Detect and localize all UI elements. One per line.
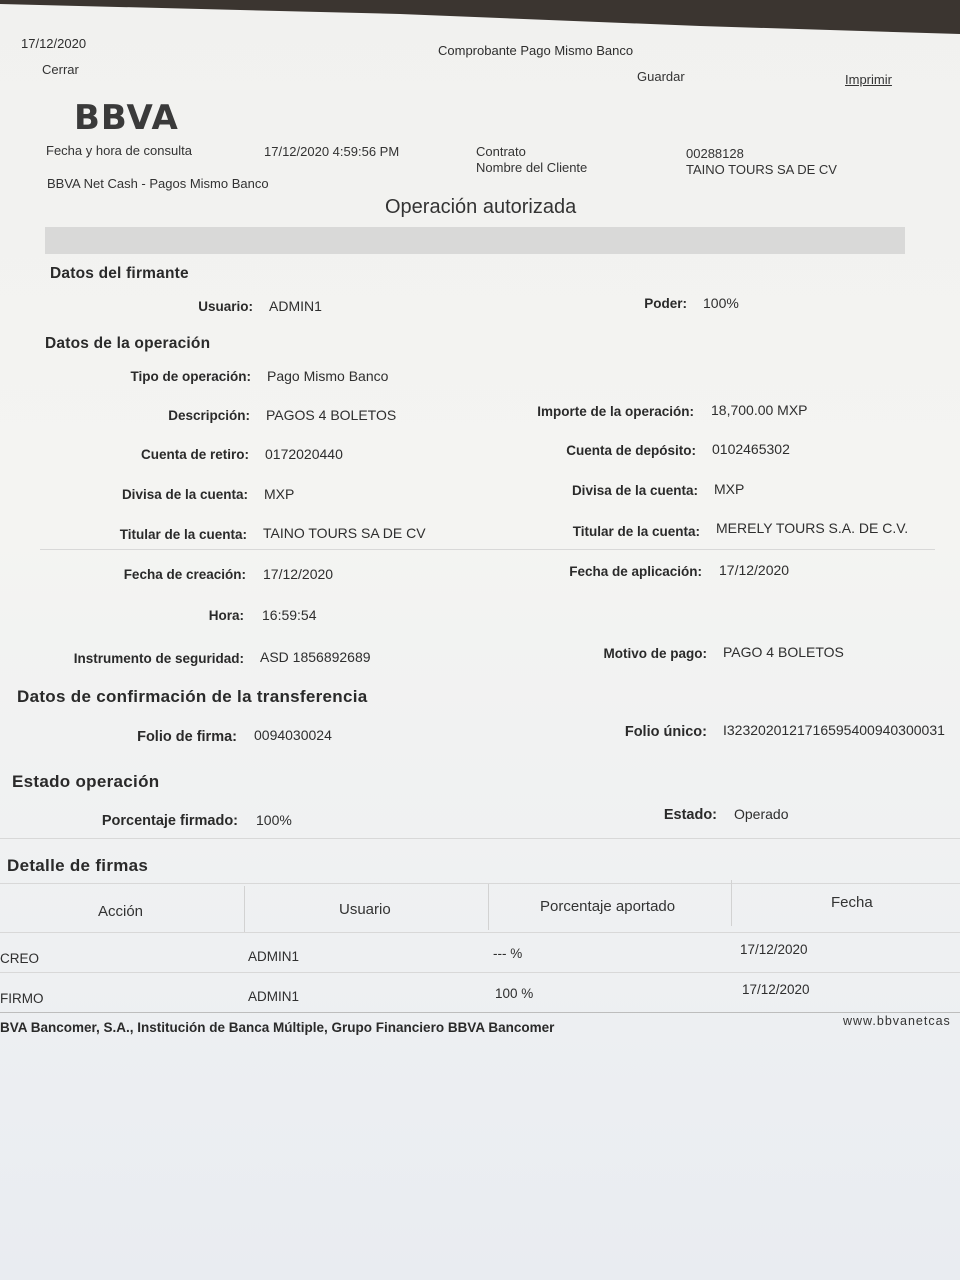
table-column-divider xyxy=(488,884,489,930)
power-value: 100% xyxy=(703,295,739,311)
operation-type-value: Pago Mismo Banco xyxy=(267,368,389,384)
table-row-border xyxy=(0,972,960,973)
user-value: ADMIN1 xyxy=(269,298,322,314)
contract-label: Contrato xyxy=(476,144,526,159)
holder-right-value: MERELY TOURS S.A. DE C.V. xyxy=(716,520,909,536)
application-date-label: Fecha de aplicación: xyxy=(569,564,702,579)
time-value: 16:59:54 xyxy=(262,607,317,623)
withdrawal-account-label: Cuenta de retiro: xyxy=(140,447,249,462)
section-operation-title: Datos de la operación xyxy=(45,335,211,352)
query-date-label: Fecha y hora de consulta xyxy=(46,143,192,158)
time-label: Hora: xyxy=(208,608,244,623)
deposit-account-label: Cuenta de depósito: xyxy=(566,443,696,458)
description-label: Descripción: xyxy=(168,408,250,423)
query-date-value: 17/12/2020 4:59:56 PM xyxy=(264,144,400,159)
table-header-percentage: Porcentaje aportado xyxy=(540,898,676,915)
table-header-action: Acción xyxy=(98,903,144,920)
holder-left-label: Titular de la cuenta: xyxy=(119,527,247,542)
status-value: Operado xyxy=(734,806,789,822)
section-signer-title: Datos del firmante xyxy=(50,265,189,282)
print-link[interactable]: Imprimir xyxy=(845,72,892,87)
creation-date-label: Fecha de creación: xyxy=(123,567,246,582)
footer-legal-text: BVA Bancomer, S.A., Institución de Banca Múltiple, Grupo Financiero BBVA Bancomer xyxy=(0,1020,555,1035)
row-date: 17/12/2020 xyxy=(742,982,810,997)
table-header-date: Fecha xyxy=(831,894,873,911)
section-confirmation-title: Datos de confirmación de la transferencia xyxy=(17,687,368,706)
status-label: Estado: xyxy=(663,807,717,823)
section-status-title: Estado operación xyxy=(12,772,160,791)
footer-url: www.bbvanetcas xyxy=(843,1014,951,1028)
section-signatures-title: Detalle de firmas xyxy=(7,856,149,875)
signature-folio-value: 0094030024 xyxy=(254,727,332,743)
signed-percentage-value: 100% xyxy=(256,812,292,828)
close-link[interactable]: Cerrar xyxy=(42,62,79,77)
section-divider xyxy=(0,838,960,839)
unique-folio-label: Folio único: xyxy=(624,724,707,740)
row-user: ADMIN1 xyxy=(248,949,300,964)
service-name: BBVA Net Cash - Pagos Mismo Banco xyxy=(47,176,269,191)
save-link[interactable]: Guardar xyxy=(637,69,685,84)
holder-right-label: Titular de la cuenta: xyxy=(572,524,700,539)
table-column-divider xyxy=(731,880,732,926)
signature-folio-label: Folio de firma: xyxy=(137,729,237,745)
contract-value: 00288128 xyxy=(686,146,744,161)
operation-type-label: Tipo de operación: xyxy=(130,369,251,384)
unique-folio-value: I3232020121716595400940300031 xyxy=(723,722,945,738)
table-column-divider xyxy=(244,886,245,932)
withdrawal-account-value: 0172020440 xyxy=(265,446,343,462)
payment-reason-value: PAGO 4 BOLETOS xyxy=(723,644,844,660)
row-percentage: 100 % xyxy=(495,986,534,1001)
description-value: PAGOS 4 BOLETOS xyxy=(266,407,397,423)
row-percentage: --- % xyxy=(493,946,523,961)
row-divider xyxy=(40,549,935,550)
row-action: CREO xyxy=(0,951,40,966)
power-label: Poder: xyxy=(644,296,687,311)
deposit-account-value: 0102465302 xyxy=(712,441,790,457)
amount-label: Importe de la operación: xyxy=(537,404,694,419)
header-band xyxy=(45,227,905,254)
amount-value: 18,700.00 MXP xyxy=(711,402,808,418)
payment-reason-label: Motivo de pago: xyxy=(603,646,707,661)
row-date: 17/12/2020 xyxy=(740,942,808,957)
security-instrument-value: ASD 1856892689 xyxy=(260,649,371,665)
currency-right-value: MXP xyxy=(714,481,745,497)
currency-left-label: Divisa de la cuenta: xyxy=(121,487,248,502)
print-date: 17/12/2020 xyxy=(21,36,87,51)
user-label: Usuario: xyxy=(198,299,253,314)
table-top-border xyxy=(0,883,960,884)
client-value: TAINO TOURS SA DE CV xyxy=(686,162,837,177)
signed-percentage-label: Porcentaje firmado: xyxy=(101,813,238,829)
client-label: Nombre del Cliente xyxy=(476,160,588,175)
document-title: Comprobante Pago Mismo Banco xyxy=(438,43,634,58)
application-date-value: 17/12/2020 xyxy=(719,562,790,578)
holder-left-value: TAINO TOURS SA DE CV xyxy=(263,525,426,541)
row-action: FIRMO xyxy=(0,991,44,1006)
operation-status-title: Operación autorizada xyxy=(385,196,577,218)
creation-date-value: 17/12/2020 xyxy=(263,566,334,582)
bbva-logo: BBVA xyxy=(74,98,179,138)
currency-right-label: Divisa de la cuenta: xyxy=(571,483,698,498)
footer-divider xyxy=(0,1012,960,1013)
currency-left-value: MXP xyxy=(264,486,295,502)
row-user: ADMIN1 xyxy=(248,989,300,1004)
paper-top-edge xyxy=(0,0,960,40)
security-instrument-label: Instrumento de seguridad: xyxy=(73,651,244,666)
table-header-user: Usuario xyxy=(339,901,391,918)
table-header-border xyxy=(0,932,960,933)
